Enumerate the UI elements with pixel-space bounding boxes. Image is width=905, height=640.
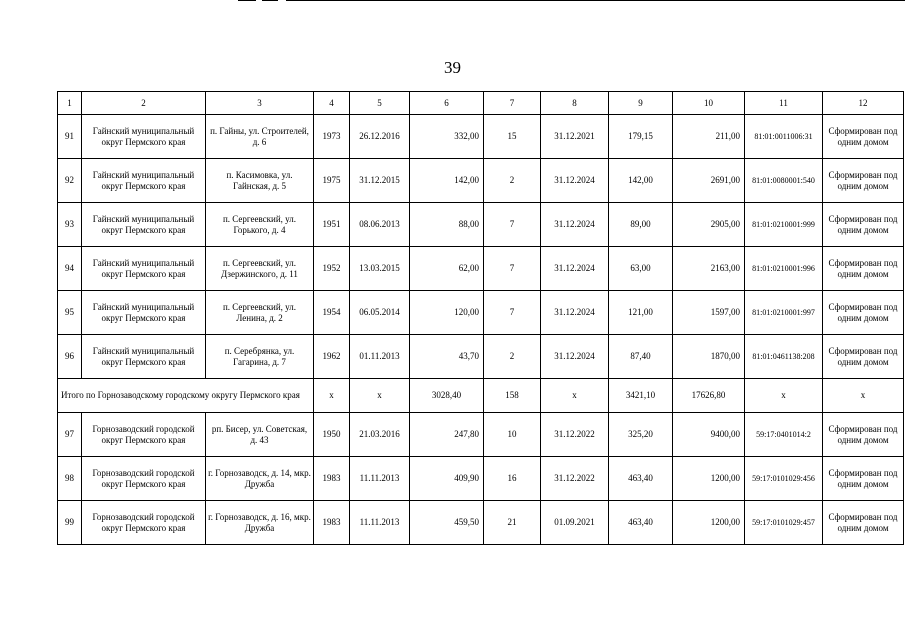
- build-year-cell: 1951: [314, 203, 350, 247]
- planned-date-cell: 01.09.2021: [541, 501, 609, 545]
- area-resettle-cell: 63,00: [609, 247, 673, 291]
- header-cell: 11: [745, 92, 823, 115]
- header-cell: 7: [484, 92, 541, 115]
- residents-cell: 7: [484, 203, 541, 247]
- planned-date-cell: 31.12.2024: [541, 335, 609, 379]
- build-year-cell: 1975: [314, 159, 350, 203]
- land-status-cell: Сформирован под одним домом: [823, 159, 904, 203]
- total-label: Итого по Горнозаводскому городскому округу Пермского края: [58, 379, 314, 413]
- land-status-cell: Сформирован под одним домом: [823, 203, 904, 247]
- date-recognized-cell: 08.06.2013: [350, 203, 410, 247]
- total-c7-cell: 158: [484, 379, 541, 413]
- header-cell: 2: [82, 92, 206, 115]
- area-cell: 43,70: [410, 335, 484, 379]
- cadastral-number-cell: 81:01:0210001:997: [745, 291, 823, 335]
- build-year-cell: 1983: [314, 501, 350, 545]
- header-cell: 5: [350, 92, 410, 115]
- row-number-cell: 99: [58, 501, 82, 545]
- table-row: [58, 159, 904, 203]
- area-resettle-cell: 463,40: [609, 457, 673, 501]
- residents-cell: 2: [484, 159, 541, 203]
- area-resettle-cell: 121,00: [609, 291, 673, 335]
- area-cell: 142,00: [410, 159, 484, 203]
- date-recognized-cell: 11.11.2013: [350, 457, 410, 501]
- date-recognized-cell: 06.05.2014: [350, 291, 410, 335]
- table-row: [58, 203, 904, 247]
- address-cell: г. Горнозаводск, д. 16, мкр. Дружба: [206, 501, 314, 545]
- address-cell: п. Сергеевский, ул. Горького, д. 4: [206, 203, 314, 247]
- residents-cell: 21: [484, 501, 541, 545]
- row-number-cell: 96: [58, 335, 82, 379]
- total-c12-cell: x: [823, 379, 904, 413]
- row-number-cell: 97: [58, 413, 82, 457]
- area-cell: 120,00: [410, 291, 484, 335]
- row-number-cell: 92: [58, 159, 82, 203]
- area-resettle-cell: 325,20: [609, 413, 673, 457]
- municipality-cell: Гайнский муниципальный округ Пермского края: [82, 159, 206, 203]
- address-cell: г. Горнозаводск, д. 14, мкр. Дружба: [206, 457, 314, 501]
- area-resettle-cell: 87,40: [609, 335, 673, 379]
- municipality-cell: Гайнский муниципальный округ Пермского края: [82, 247, 206, 291]
- area-resettle-cell: 89,00: [609, 203, 673, 247]
- cadastral-number-cell: 81:01:0011006:31: [745, 115, 823, 159]
- land-status-cell: Сформирован под одним домом: [823, 291, 904, 335]
- residents-cell: 10: [484, 413, 541, 457]
- header-cell: 10: [673, 92, 745, 115]
- municipality-cell: Гайнский муниципальный округ Пермского края: [82, 291, 206, 335]
- header-cell: 3: [206, 92, 314, 115]
- build-year-cell: 1962: [314, 335, 350, 379]
- cost-cell: 211,00: [673, 115, 745, 159]
- cadastral-number-cell: 59:17:0401014:2: [745, 413, 823, 457]
- build-year-cell: 1952: [314, 247, 350, 291]
- header-cell: 1: [58, 92, 82, 115]
- table-row: [58, 457, 904, 501]
- total-c4-cell: x: [314, 379, 350, 413]
- municipality-cell: Горнозаводский городской округ Пермского края: [82, 457, 206, 501]
- municipality-cell: Гайнский муниципальный округ Пермского края: [82, 115, 206, 159]
- cost-cell: 1200,00: [673, 501, 745, 545]
- total-c8-cell: x: [541, 379, 609, 413]
- address-cell: п. Сергеевский, ул. Ленина, д. 2: [206, 291, 314, 335]
- cadastral-number-cell: 81:01:0210001:996: [745, 247, 823, 291]
- area-resettle-cell: 142,00: [609, 159, 673, 203]
- header-cell: 12: [823, 92, 904, 115]
- row-number-cell: 94: [58, 247, 82, 291]
- table-row: [58, 501, 904, 545]
- land-status-cell: Сформирован под одним домом: [823, 335, 904, 379]
- page-number: 39: [444, 58, 461, 77]
- top-border-line: [238, 0, 905, 1]
- municipality-cell: Гайнский муниципальный округ Пермского края: [82, 203, 206, 247]
- area-cell: 62,00: [410, 247, 484, 291]
- planned-date-cell: 31.12.2022: [541, 413, 609, 457]
- area-cell: 247,80: [410, 413, 484, 457]
- header-cell: 9: [609, 92, 673, 115]
- build-year-cell: 1973: [314, 115, 350, 159]
- total-row: [58, 379, 904, 413]
- residents-cell: 7: [484, 247, 541, 291]
- residents-cell: 15: [484, 115, 541, 159]
- build-year-cell: 1950: [314, 413, 350, 457]
- address-cell: п. Касимовка, ул. Гайнская, д. 5: [206, 159, 314, 203]
- date-recognized-cell: 01.11.2013: [350, 335, 410, 379]
- row-number-cell: 95: [58, 291, 82, 335]
- table-row: [58, 291, 904, 335]
- table-row: [58, 335, 904, 379]
- build-year-cell: 1954: [314, 291, 350, 335]
- address-cell: п. Серебрянка, ул. Гагарина, д. 7: [206, 335, 314, 379]
- address-cell: рп. Бисер, ул. Советская, д. 43: [206, 413, 314, 457]
- cost-cell: 2691,00: [673, 159, 745, 203]
- table-row: [58, 115, 904, 159]
- total-c10-cell: 17626,80: [673, 379, 745, 413]
- cost-cell: 2905,00: [673, 203, 745, 247]
- total-c6-cell: 3028,40: [410, 379, 484, 413]
- area-cell: 332,00: [410, 115, 484, 159]
- area-resettle-cell: 463,40: [609, 501, 673, 545]
- total-c11-cell: x: [745, 379, 823, 413]
- header-cell: 8: [541, 92, 609, 115]
- date-recognized-cell: 11.11.2013: [350, 501, 410, 545]
- cadastral-number-cell: 81:01:0080001:540: [745, 159, 823, 203]
- date-recognized-cell: 13.03.2015: [350, 247, 410, 291]
- date-recognized-cell: 21.03.2016: [350, 413, 410, 457]
- planned-date-cell: 31.12.2021: [541, 115, 609, 159]
- planned-date-cell: 31.12.2024: [541, 203, 609, 247]
- cadastral-number-cell: 59:17:0101029:456: [745, 457, 823, 501]
- area-cell: 459,50: [410, 501, 484, 545]
- header-row: [58, 92, 904, 115]
- cadastral-number-cell: 81:01:0210001:999: [745, 203, 823, 247]
- area-cell: 409,90: [410, 457, 484, 501]
- municipality-cell: Гайнский муниципальный округ Пермского края: [82, 335, 206, 379]
- table-row: [58, 413, 904, 457]
- table-body: [58, 92, 904, 545]
- total-c5-cell: x: [350, 379, 410, 413]
- planned-date-cell: 31.12.2024: [541, 247, 609, 291]
- residents-cell: 2: [484, 335, 541, 379]
- municipality-cell: Горнозаводский городской округ Пермского края: [82, 501, 206, 545]
- row-number-cell: 98: [58, 457, 82, 501]
- address-cell: п. Сергеевский, ул. Дзержинского, д. 11: [206, 247, 314, 291]
- date-recognized-cell: 31.12.2015: [350, 159, 410, 203]
- address-cell: п. Гайны, ул. Строителей, д. 6: [206, 115, 314, 159]
- land-status-cell: Сформирован под одним домом: [823, 115, 904, 159]
- planned-date-cell: 31.12.2024: [541, 159, 609, 203]
- planned-date-cell: 31.12.2024: [541, 291, 609, 335]
- land-status-cell: Сформирован под одним домом: [823, 247, 904, 291]
- land-status-cell: Сформирован под одним домом: [823, 413, 904, 457]
- residents-cell: 16: [484, 457, 541, 501]
- cost-cell: 2163,00: [673, 247, 745, 291]
- cadastral-number-cell: 59:17:0101029:457: [745, 501, 823, 545]
- table-row: [58, 247, 904, 291]
- area-cell: 88,00: [410, 203, 484, 247]
- land-status-cell: Сформирован под одним домом: [823, 457, 904, 501]
- header-cell: 4: [314, 92, 350, 115]
- cost-cell: 1597,00: [673, 291, 745, 335]
- cost-cell: 1200,00: [673, 457, 745, 501]
- land-status-cell: Сформирован под одним домом: [823, 501, 904, 545]
- planned-date-cell: 31.12.2022: [541, 457, 609, 501]
- municipality-cell: Горнозаводский городской округ Пермского края: [82, 413, 206, 457]
- header-cell: 6: [410, 92, 484, 115]
- cost-cell: 1870,00: [673, 335, 745, 379]
- area-resettle-cell: 179,15: [609, 115, 673, 159]
- date-recognized-cell: 26.12.2016: [350, 115, 410, 159]
- row-number-cell: 93: [58, 203, 82, 247]
- residents-cell: 7: [484, 291, 541, 335]
- housing-table: [57, 91, 904, 545]
- row-number-cell: 91: [58, 115, 82, 159]
- build-year-cell: 1983: [314, 457, 350, 501]
- cadastral-number-cell: 81:01:0461138:208: [745, 335, 823, 379]
- total-c9-cell: 3421,10: [609, 379, 673, 413]
- cost-cell: 9400,00: [673, 413, 745, 457]
